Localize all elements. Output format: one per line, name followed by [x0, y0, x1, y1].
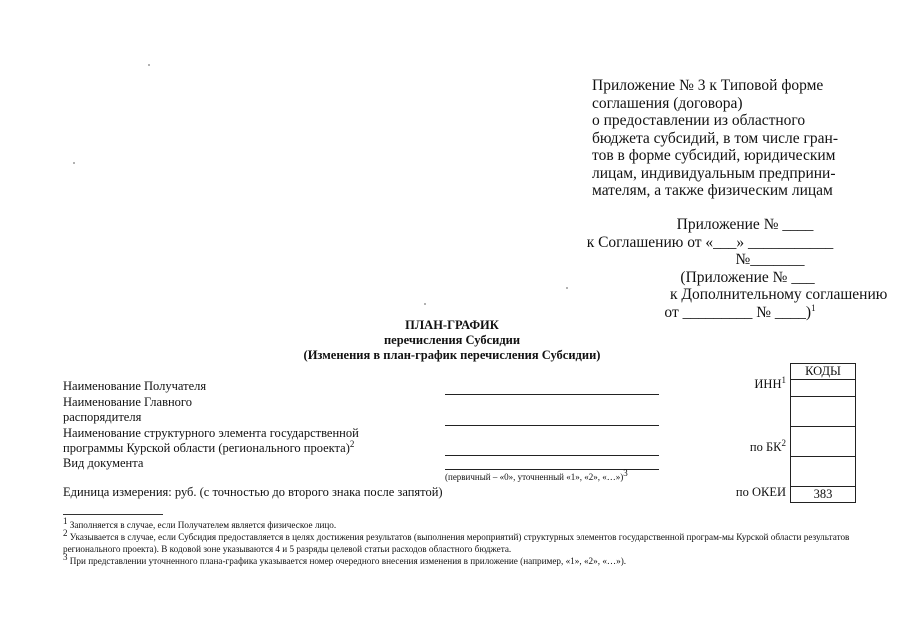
structural-element-label-1: Наименование структурного элемента государственной	[63, 426, 359, 440]
scan-speck	[148, 64, 150, 66]
title-line: перечисления Субсидии	[383, 333, 521, 347]
footnote-number: 2	[63, 527, 68, 538]
footnote-ref: 1	[811, 302, 816, 313]
footnotes	[63, 515, 863, 567]
footnote-number: 3	[63, 551, 68, 562]
structural-element-label-2	[63, 438, 355, 456]
main-manager-label-2: распорядителя	[63, 410, 142, 424]
main-manager-field[interactable]	[445, 425, 659, 426]
agreement-reference	[560, 216, 888, 321]
codes-table	[790, 363, 856, 503]
bk-label	[700, 437, 786, 455]
appendix-header-line: лицам, индивидуальным предприни-	[592, 164, 836, 182]
unit-label: Единица измерения: руб. (с точностью до второго знака после запятой)	[63, 485, 443, 499]
appendix-header-line: о предоставлении из областного	[592, 112, 806, 129]
okei-label: по ОКЕИ	[735, 485, 786, 499]
codes-header: КОДЫ	[791, 364, 856, 380]
scan-speck	[73, 162, 75, 164]
appendix-header-line: бюджета субсидий, в том числе гран-	[592, 129, 838, 147]
agreement-line-text: от _________ № ____)	[664, 303, 812, 321]
manager-code-cell[interactable]	[791, 397, 856, 427]
document-title	[232, 318, 672, 363]
footnote-number: 1	[63, 515, 68, 526]
okei-code-cell: 383	[791, 487, 856, 503]
agreement-line: Приложение № ____	[676, 216, 814, 233]
footnote-ref: 2	[781, 437, 786, 448]
footnote-3	[63, 551, 863, 567]
main-manager-label-1: Наименование Главного	[63, 395, 192, 409]
inn-label-text: ИНН	[754, 377, 782, 391]
recipient-label: Наименование Получателя	[63, 379, 207, 393]
footnote-ref: 2	[349, 438, 355, 449]
footnote-text: При представлении уточненного плана-графика указывается номер очередного внесения изменения в приложение (например, «1», «2», «…»).	[69, 556, 627, 566]
doc-type-hint	[445, 468, 628, 482]
bk-label-text: по БК	[749, 440, 782, 454]
footnote-ref: 3	[623, 468, 628, 478]
title-line: ПЛАН-ГРАФИК	[405, 318, 499, 332]
doc-type-code-cell[interactable]	[791, 457, 856, 487]
footnote-ref: 1	[781, 374, 786, 385]
structural-element-field[interactable]	[445, 455, 659, 456]
appendix-header	[592, 77, 838, 200]
bk-code-cell[interactable]	[791, 427, 856, 457]
scan-speck	[424, 303, 426, 305]
doc-type-hint-text: (первичный – «0», уточненный «1», «2», «…»)	[445, 472, 624, 482]
appendix-header-line: соглашения (договора)	[592, 94, 743, 112]
footnote-divider	[63, 514, 163, 515]
title-line: (Изменения в план-график перечисления Субсидии)	[303, 348, 601, 362]
agreement-line: к Соглашению от «___» ___________	[586, 233, 834, 251]
agreement-line: №_______	[735, 251, 805, 268]
footnote-1	[63, 515, 863, 531]
inn-code-cell[interactable]	[791, 380, 856, 397]
footnote-2	[63, 527, 863, 555]
recipient-field[interactable]	[445, 394, 659, 395]
agreement-line: к Дополнительному соглашению	[670, 286, 888, 303]
footnote-text: Указывается в случае, если Субсидия предоставляется в целях достижения результатов (выполнения мероприятий) структурных элементов государственной програм-мы Курской области результатов регионального проекта). В кодовой зоне указываются 4 и 5 разряды целевой статьи расходов областного бюджета.	[63, 532, 850, 554]
footnote-text: Заполняется в случае, если Получателем является физическое лицо.	[69, 520, 337, 530]
appendix-header-line: тов в форме субсидий, юридическим	[592, 147, 836, 164]
appendix-header-line: мателям, а также физическим лицам	[592, 182, 833, 199]
doc-type-label: Вид документа	[63, 456, 144, 470]
appendix-header-line: Приложение № 3 к Типовой форме	[592, 77, 824, 94]
inn-label	[700, 374, 786, 392]
structural-element-text: программы Курской области (регионального проекта)	[63, 441, 350, 455]
agreement-line: (Приложение № ___	[680, 268, 815, 286]
